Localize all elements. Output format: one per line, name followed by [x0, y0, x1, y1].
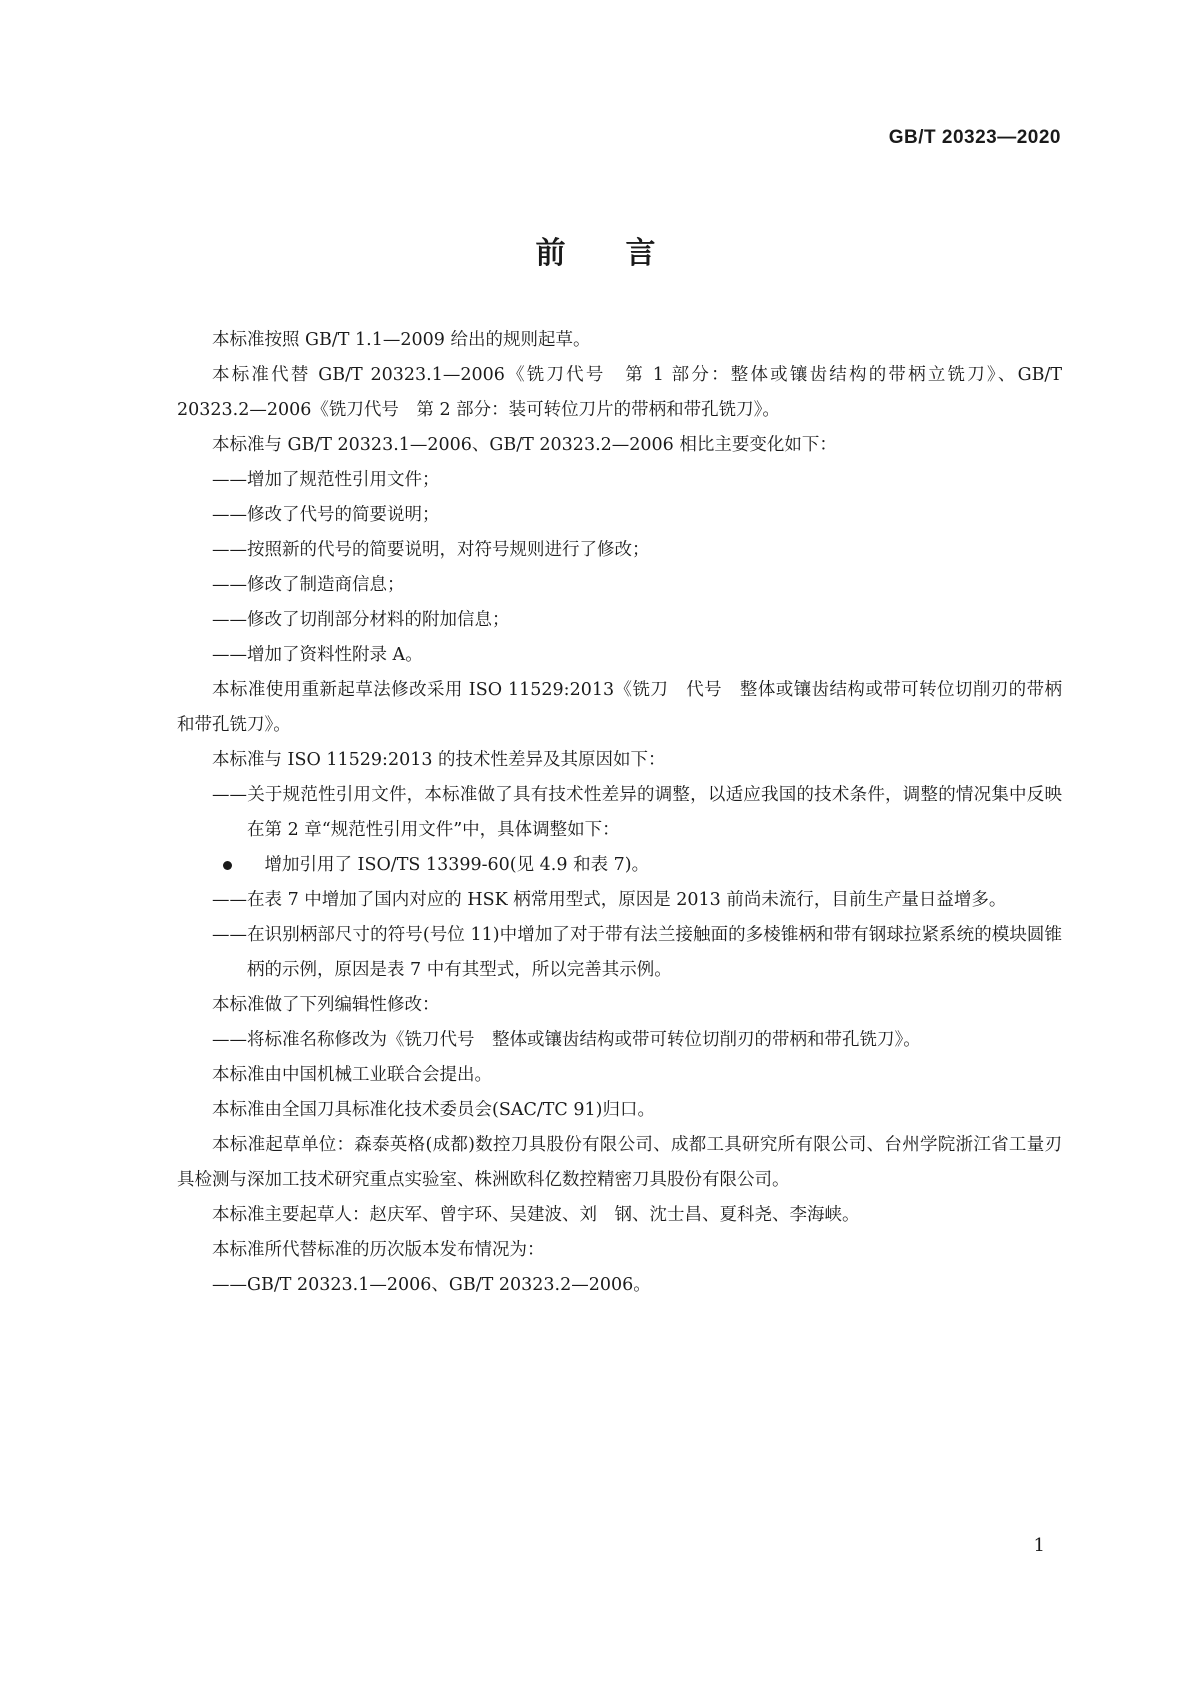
paragraph: 本标准由中国机械工业联合会提出。: [212, 1065, 492, 1085]
paragraph: 本标准与 ISO 11529:2013 的技术性差异及其原因如下：: [212, 750, 666, 770]
page-number: 1: [1033, 1535, 1045, 1556]
paragraph: 本标准与 GB/T 20323.1—2006、GB/T 20323.2—2006 相比主要变化如下：: [212, 435, 837, 455]
dash-item: ——修改了切削部分材料的附加信息；: [212, 610, 510, 630]
dash-item: ——将标准名称修改为《铣刀代号 整体或镶齿结构或带可转位切削刃的带柄和带孔铣刀》。: [212, 1030, 921, 1050]
dash-item: ——在表 7 中增加了国内对应的 HSK 柄常用型式，原因是 2013 前尚未流行，目前生产量日益增多。: [212, 890, 1007, 910]
dash-item: ——关于规范性引用文件，本标准做了具有技术性差异的调整，以适应我国的技术条件，调整的情况集中反映在第 2 章“规范性引用文件”中，具体调整如下：: [212, 785, 1062, 840]
dash-item: ——GB/T 20323.1—2006、GB/T 20323.2—2006。: [212, 1275, 651, 1295]
paragraph: 本标准按照 GB/T 1.1—2009 给出的规则起草。: [212, 330, 591, 350]
paragraph: 本标准做了下列编辑性修改：: [212, 995, 440, 1015]
dash-item: ——修改了代号的简要说明；: [212, 505, 440, 525]
dash-item: ——在识别柄部尺寸的符号(号位 11)中增加了对于带有法兰接触面的多棱锥柄和带有钢球拉紧系统的模块圆锥柄的示例，原因是表 7 中有其型式，所以完善其示例。: [212, 925, 1062, 980]
paragraph: 本标准使用重新起草法修改采用 ISO 11529:2013《铣刀 代号 整体或镶齿结构或带可转位切削刃的带柄和带孔铣刀》。: [177, 680, 1062, 735]
bullet-text: 增加引用了 ISO/TS 13399-60(见 4.9 和表 7)。: [264, 855, 650, 875]
paragraph: 本标准起草单位：森泰英格(成都)数控刀具股份有限公司、成都工具研究所有限公司、台州学院浙江省工量刃具检测与深加工技术研究重点实验室、株洲欧科亿数控精密刀具股份有限公司。: [177, 1135, 1062, 1190]
paragraph: 本标准所代替标准的历次版本发布情况为：: [212, 1240, 545, 1260]
page-title: 前言: [535, 236, 716, 271]
dash-item: ——按照新的代号的简要说明，对符号规则进行了修改；: [212, 540, 650, 560]
paragraph: 本标准主要起草人：赵庆军、曾宇环、吴建波、刘 钢、沈士昌、夏科尧、李海峡。: [212, 1205, 860, 1225]
paragraph: 本标准由全国刀具标准化技术委员会(SAC/TC 91)归口。: [212, 1100, 655, 1120]
dash-item: ——修改了制造商信息；: [212, 575, 405, 595]
dash-item: ——增加了规范性引用文件；: [212, 470, 440, 490]
dash-item: ——增加了资料性附录 A。: [212, 645, 423, 665]
bullet-dot-icon: [223, 861, 232, 870]
bullet-item: [177, 848, 1062, 883]
standard-code: GB/T 20323—2020: [888, 127, 1061, 148]
foreword-body: [177, 323, 1062, 1303]
paragraph: 本标准代替 GB/T 20323.1—2006《铣刀代号 第 1 部分：整体或镶齿结构的带柄立铣刀》、GB/T 20323.2—2006《铣刀代号 第 2 部分：装可转位刀片的带柄和带孔铣刀》。: [177, 365, 1062, 420]
